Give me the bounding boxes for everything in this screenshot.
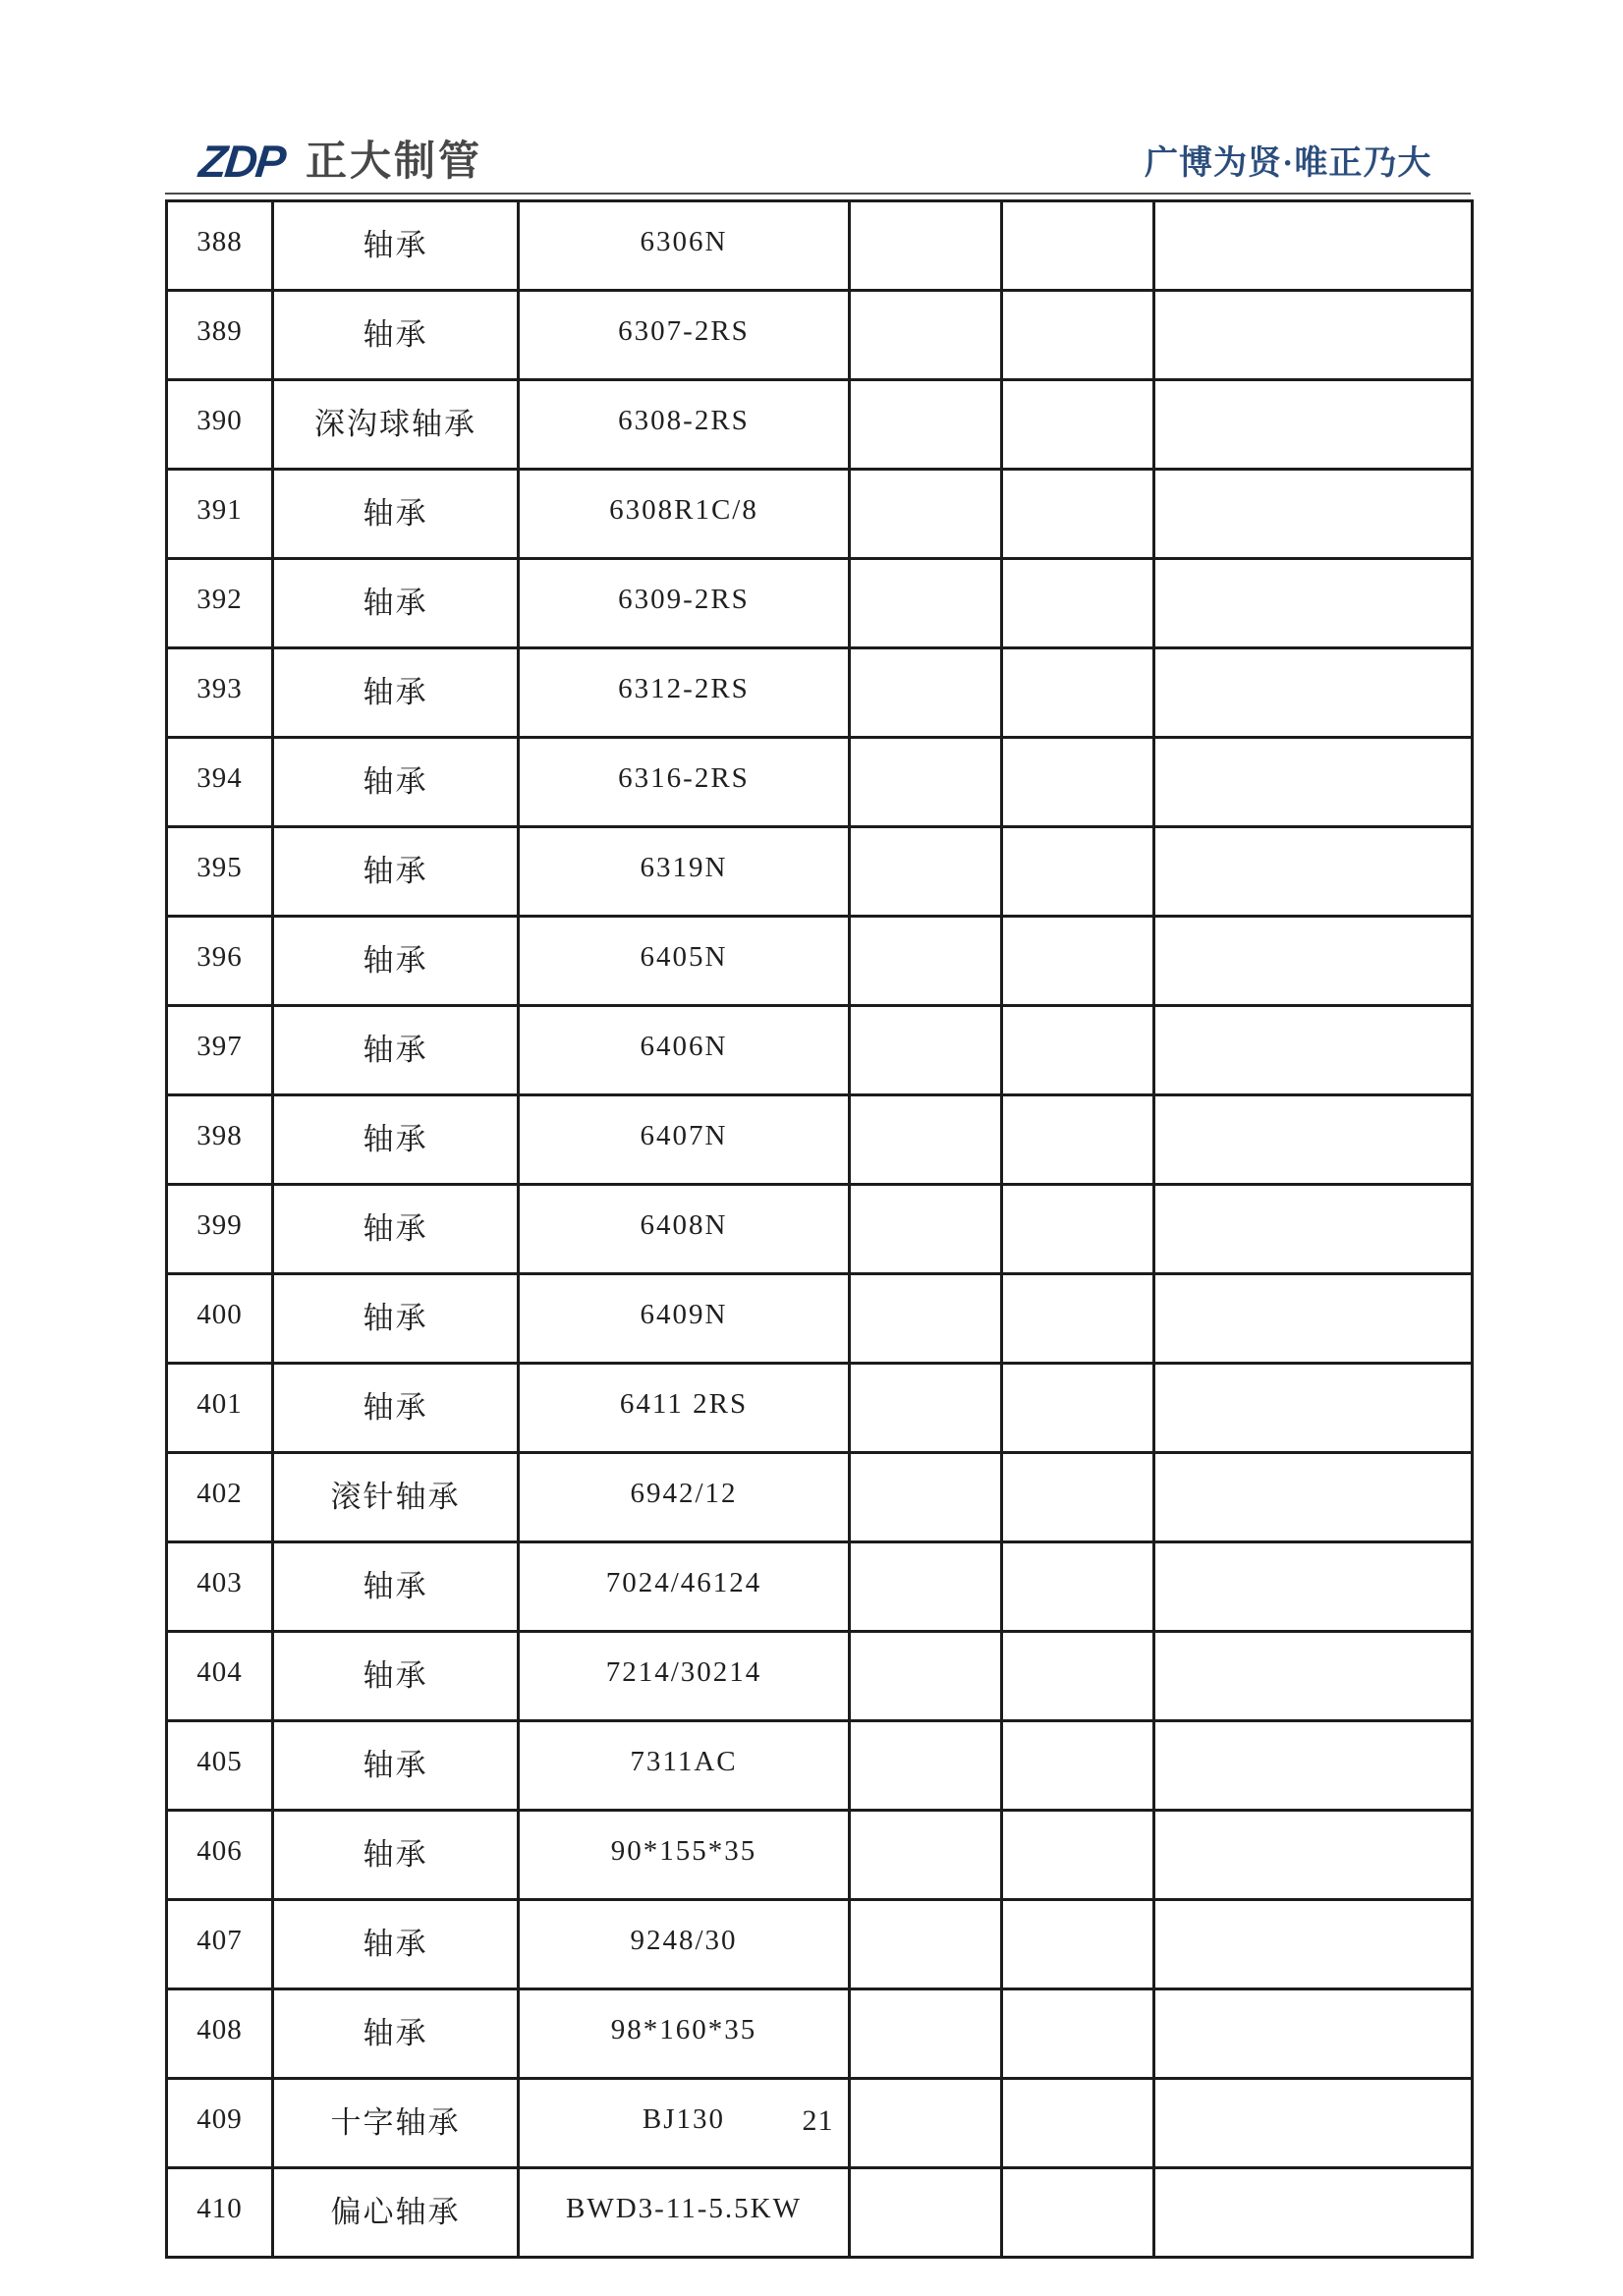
table-row: [167, 470, 1473, 559]
table-row: [167, 1632, 1473, 1721]
cell-index: 399: [167, 1185, 273, 1274]
cell-part-name: 轴承: [273, 1721, 519, 1811]
cell-empty-2: [1002, 291, 1154, 380]
cell-index: 392: [167, 559, 273, 648]
cell-model: 6309-2RS: [519, 559, 850, 648]
table-row: [167, 827, 1473, 917]
company-logo: [196, 136, 483, 187]
cell-empty-2: [1002, 1811, 1154, 1900]
cell-empty-3: [1154, 1185, 1473, 1274]
cell-model: 7311AC: [519, 1721, 850, 1811]
cell-part-name: 轴承: [273, 1989, 519, 2079]
cell-empty-1: [850, 470, 1002, 559]
cell-empty-2: [1002, 1632, 1154, 1721]
cell-model: 98*160*35: [519, 1989, 850, 2079]
cell-empty-3: [1154, 201, 1473, 291]
table-row: [167, 291, 1473, 380]
cell-model: 7024/46124: [519, 1542, 850, 1632]
cell-empty-1: [850, 1274, 1002, 1364]
cell-model: 6408N: [519, 1185, 850, 1274]
cell-part-name: 轴承: [273, 738, 519, 827]
cell-empty-3: [1154, 1542, 1473, 1632]
cell-model: 7214/30214: [519, 1632, 850, 1721]
cell-empty-2: [1002, 738, 1154, 827]
cell-model: BWD3-11-5.5KW: [519, 2168, 850, 2258]
cell-index: 400: [167, 1274, 273, 1364]
cell-model: 6308-2RS: [519, 380, 850, 470]
cell-part-name: 轴承: [273, 1542, 519, 1632]
cell-part-name: 轴承: [273, 1274, 519, 1364]
cell-part-name: 轴承: [273, 1364, 519, 1453]
cell-model: 6312-2RS: [519, 648, 850, 738]
cell-part-name: 轴承: [273, 648, 519, 738]
cell-empty-2: [1002, 917, 1154, 1006]
table-row: [167, 559, 1473, 648]
cell-part-name: 偏心轴承: [273, 2168, 519, 2258]
cell-part-name: 轴承: [273, 917, 519, 1006]
cell-empty-1: [850, 1542, 1002, 1632]
cell-empty-2: [1002, 827, 1154, 917]
cell-empty-1: [850, 1095, 1002, 1185]
table-row: [167, 738, 1473, 827]
header-slogan: 广博为贤·唯正乃大: [1145, 145, 1432, 182]
cell-part-name: 轴承: [273, 470, 519, 559]
cell-empty-1: [850, 1632, 1002, 1721]
cell-empty-1: [850, 201, 1002, 291]
cell-empty-2: [1002, 559, 1154, 648]
table-row: [167, 1006, 1473, 1095]
cell-empty-2: [1002, 1274, 1154, 1364]
cell-model: 6308R1C/8: [519, 470, 850, 559]
cell-empty-3: [1154, 559, 1473, 648]
cell-empty-2: [1002, 1364, 1154, 1453]
cell-empty-3: [1154, 291, 1473, 380]
cell-model: 6406N: [519, 1006, 850, 1095]
cell-empty-1: [850, 1900, 1002, 1989]
cell-index: 391: [167, 470, 273, 559]
cell-empty-3: [1154, 1274, 1473, 1364]
cell-model: 9248/30: [519, 1900, 850, 1989]
cell-empty-1: [850, 1811, 1002, 1900]
cell-index: 405: [167, 1721, 273, 1811]
cell-model: 6319N: [519, 827, 850, 917]
cell-empty-1: [850, 1185, 1002, 1274]
cell-empty-2: [1002, 470, 1154, 559]
cell-model: 6316-2RS: [519, 738, 850, 827]
cell-model: BJ130: [519, 2079, 850, 2168]
table-row: [167, 380, 1473, 470]
cell-empty-3: [1154, 380, 1473, 470]
cell-empty-2: [1002, 201, 1154, 291]
cell-part-name: 轴承: [273, 1185, 519, 1274]
cell-empty-2: [1002, 1185, 1154, 1274]
cell-empty-2: [1002, 1721, 1154, 1811]
cell-model: 6405N: [519, 917, 850, 1006]
cell-model: 6407N: [519, 1095, 850, 1185]
cell-index: 398: [167, 1095, 273, 1185]
cell-index: 407: [167, 1900, 273, 1989]
table-row: [167, 1364, 1473, 1453]
cell-empty-3: [1154, 1632, 1473, 1721]
cell-part-name: 轴承: [273, 1900, 519, 1989]
cell-empty-3: [1154, 1006, 1473, 1095]
table-row: [167, 1095, 1473, 1185]
cell-index: 403: [167, 1542, 273, 1632]
cell-empty-2: [1002, 1453, 1154, 1542]
cell-index: 393: [167, 648, 273, 738]
cell-index: 409: [167, 2079, 273, 2168]
cell-empty-1: [850, 291, 1002, 380]
cell-index: 397: [167, 1006, 273, 1095]
cell-empty-3: [1154, 1811, 1473, 1900]
parts-table: [165, 199, 1474, 2259]
table-row: [167, 1185, 1473, 1274]
cell-empty-1: [850, 559, 1002, 648]
table-row: [167, 917, 1473, 1006]
cell-model: 6942/12: [519, 1453, 850, 1542]
cell-index: 406: [167, 1811, 273, 1900]
cell-empty-1: [850, 2168, 1002, 2258]
logo-company-name: 正大制管: [306, 138, 483, 184]
cell-empty-3: [1154, 1721, 1473, 1811]
cell-index: 408: [167, 1989, 273, 2079]
cell-model: 90*155*35: [519, 1811, 850, 1900]
cell-model: 6409N: [519, 1274, 850, 1364]
cell-empty-1: [850, 648, 1002, 738]
table-row: [167, 1721, 1473, 1811]
table-row: [167, 1811, 1473, 1900]
table-row: [167, 1453, 1473, 1542]
cell-empty-3: [1154, 1900, 1473, 1989]
cell-part-name: 轴承: [273, 1095, 519, 1185]
cell-empty-2: [1002, 2168, 1154, 2258]
cell-index: 410: [167, 2168, 273, 2258]
cell-empty-2: [1002, 1542, 1154, 1632]
cell-empty-3: [1154, 1453, 1473, 1542]
cell-part-name: 十字轴承: [273, 2079, 519, 2168]
cell-model: 6306N: [519, 201, 850, 291]
cell-empty-2: [1002, 1095, 1154, 1185]
cell-part-name: 深沟球轴承: [273, 380, 519, 470]
cell-empty-1: [850, 1006, 1002, 1095]
cell-index: 402: [167, 1453, 273, 1542]
cell-index: 394: [167, 738, 273, 827]
cell-empty-2: [1002, 1900, 1154, 1989]
cell-part-name: 轴承: [273, 559, 519, 648]
cell-index: 389: [167, 291, 273, 380]
cell-part-name: 轴承: [273, 201, 519, 291]
cell-empty-1: [850, 917, 1002, 1006]
cell-empty-3: [1154, 1989, 1473, 2079]
cell-empty-1: [850, 738, 1002, 827]
cell-empty-3: [1154, 827, 1473, 917]
cell-empty-2: [1002, 1989, 1154, 2079]
cell-empty-3: [1154, 470, 1473, 559]
cell-empty-2: [1002, 1006, 1154, 1095]
cell-empty-1: [850, 380, 1002, 470]
cell-empty-2: [1002, 380, 1154, 470]
table-row: [167, 1274, 1473, 1364]
cell-index: 390: [167, 380, 273, 470]
cell-empty-3: [1154, 917, 1473, 1006]
cell-part-name: 轴承: [273, 1811, 519, 1900]
cell-part-name: 轴承: [273, 1006, 519, 1095]
cell-part-name: 轴承: [273, 291, 519, 380]
cell-empty-1: [850, 1364, 1002, 1453]
cell-empty-3: [1154, 1095, 1473, 1185]
cell-model: 6307-2RS: [519, 291, 850, 380]
cell-index: 401: [167, 1364, 273, 1453]
cell-empty-1: [850, 827, 1002, 917]
parts-table-body: [167, 201, 1473, 2258]
cell-empty-3: [1154, 1364, 1473, 1453]
cell-index: 395: [167, 827, 273, 917]
cell-part-name: 轴承: [273, 827, 519, 917]
table-row: [167, 1900, 1473, 1989]
table-row: [167, 1542, 1473, 1632]
cell-index: 388: [167, 201, 273, 291]
table-row: [167, 2168, 1473, 2258]
cell-index: 396: [167, 917, 273, 1006]
table-row: [167, 648, 1473, 738]
cell-empty-3: [1154, 648, 1473, 738]
page-number: 21: [802, 2104, 834, 2137]
cell-empty-3: [1154, 2168, 1473, 2258]
cell-empty-1: [850, 1453, 1002, 1542]
logo-zdp-mark: ZDP: [196, 136, 287, 187]
cell-part-name: 滚针轴承: [273, 1453, 519, 1542]
cell-index: 404: [167, 1632, 273, 1721]
table-row: [167, 1989, 1473, 2079]
cell-empty-2: [1002, 648, 1154, 738]
cell-part-name: 轴承: [273, 1632, 519, 1721]
cell-model: 6411 2RS: [519, 1364, 850, 1453]
header-rule: [165, 193, 1471, 195]
table-row: [167, 201, 1473, 291]
cell-empty-1: [850, 1989, 1002, 2079]
cell-empty-1: [850, 1721, 1002, 1811]
cell-empty-3: [1154, 738, 1473, 827]
